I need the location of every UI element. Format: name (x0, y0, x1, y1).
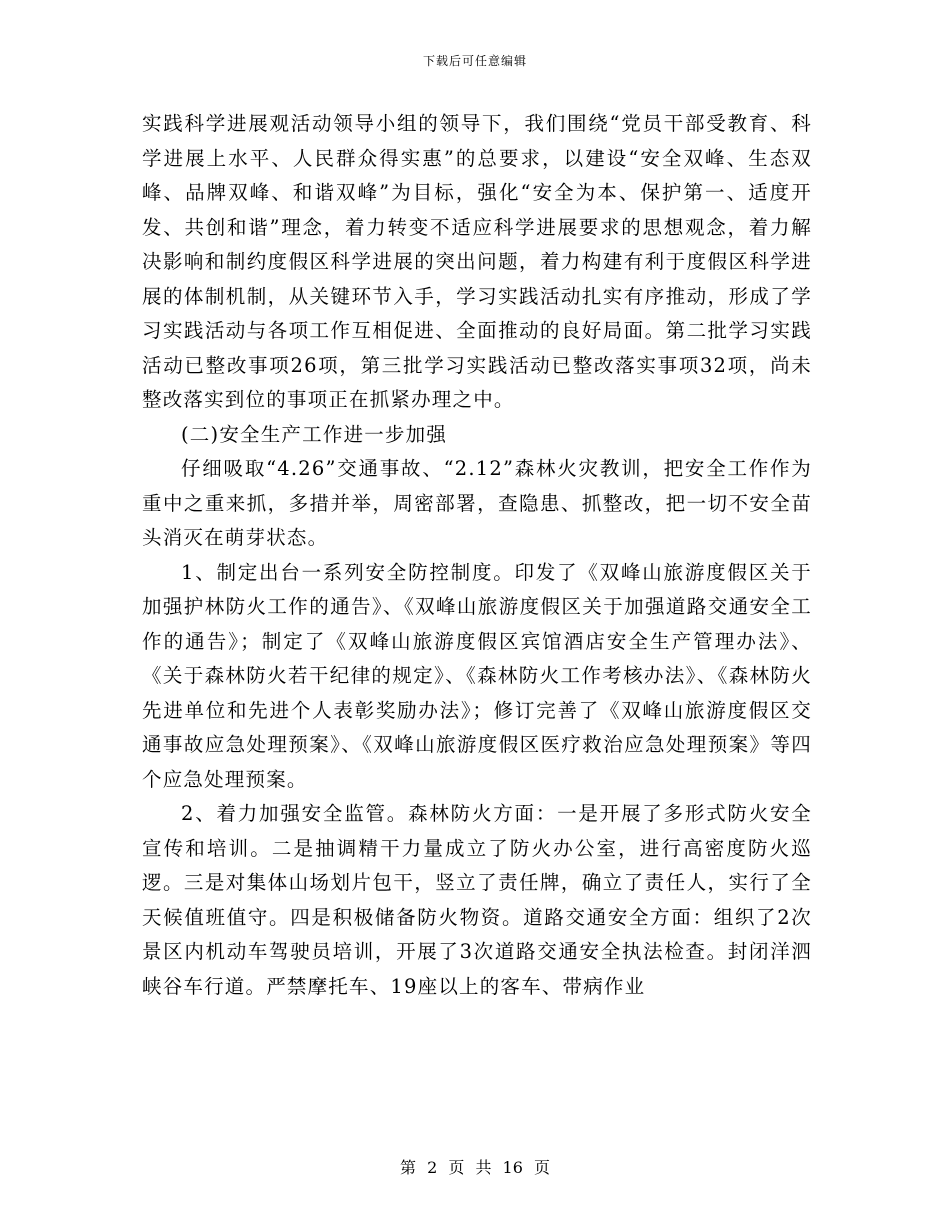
paragraph-3: 1、制定出台一系列安全防控制度。印发了《双峰山旅游度假区关于加强护林防火工作的通告》、《双峰山旅游度假区关于加强道路交通安全工作的通告》；制定了《双峰山旅游度假区宾馆酒店安全生产管理办法》、《关于森林防火若干纪律的规定》、《森林防火工作考核办法》、《森林防火先进单位和先进个人表彰奖励办法》；修订完善了《双峰山旅游度假区交通事故应急处理预案》、《双峰山旅游度假区医疗救治应急处理预案》等四个应急处理预案。 (142, 560, 812, 791)
page-header: 下载后可任意编辑 (422, 54, 527, 68)
paragraph-4: 2、着力加强安全监管。森林防火方面：一是开展了多形式防火安全宣传和培训。二是抽调精干力量成立了防火办公室，进行高密度防火巡逻。三是对集体山场划片包干，竖立了责任牌，确立了责任人，实行了全天候值班值守。四是积极储备防火物资。道路交通安全方面：组织了2次景区内机动车驾驶员培训，开展了3次道路交通安全执法检查。封闭洋泗峡谷车行道。严禁摩托车、19座以上的客车、带病作业 (142, 802, 812, 998)
paragraph-1: 实践科学进展观活动领导小组的领导下，我们围绕“党员干部受教育、科学进展上水平、人民群众得实惠”的总要求，以建设“安全双峰、生态双峰、品牌双峰、和谐双峰”为目标，强化“安全为本、保护第一、适度开发、共创和谐”理念，着力转变不适应科学进展要求的思想观念，着力解决影响和制约度假区科学进展的突出问题，着力构建有利于度假区科学进展的体制机制，从关键环节入手，学习实践活动扎实有序推动，形成了学习实践活动与各项工作互相促进、全面推动的良好局面。第二批学习实践活动已整改事项26项，第三批学习实践活动已整改落实事项32项，尚未整改落实到位的事项正在抓紧办理之中。 (142, 112, 812, 411)
section-heading: (二)安全生产工作进一步加强 (181, 422, 448, 446)
document-body (142, 107, 812, 1004)
paragraph-2: 仔细吸取“4.26”交通事故、“2.12”森林火灾教训，把安全工作作为重中之重来抓，多措并举，周密部署，查隐患、抓整改，把一切不安全苗头消灭在萌芽状态。 (142, 457, 812, 549)
page-footer: 第 2 页 共 16 页 (400, 1158, 550, 1177)
